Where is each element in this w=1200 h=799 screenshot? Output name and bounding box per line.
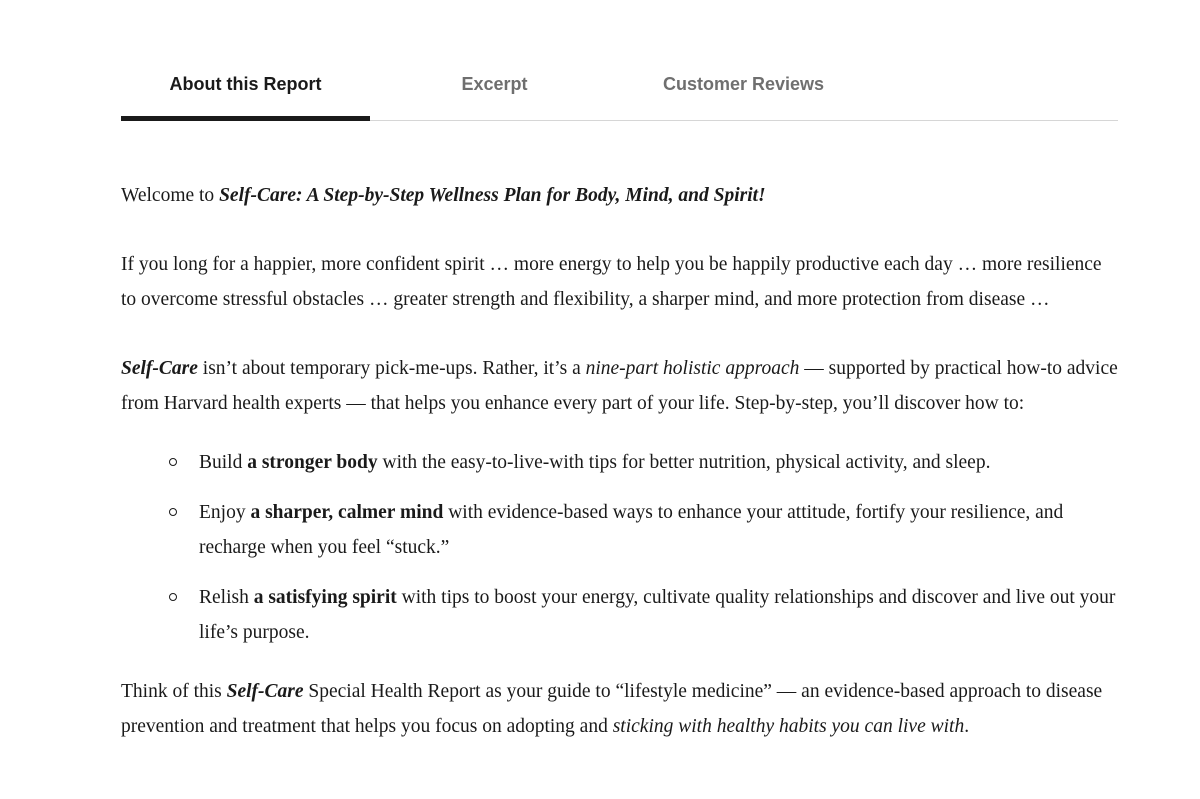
bullet-post: with the easy-to-live-with tips for better nutrition, physical activity, and sleep. <box>377 452 991 473</box>
intro-paragraph: If you long for a happier, more confident spirit … more energy to help you be happily productive each day … more resilience to overcome stressful obstacles … greater strength and flexibility, a sharper mind, and more protection from disease … <box>121 254 1102 310</box>
approach-paragraph <box>121 351 1121 421</box>
report-tabs <box>121 62 1118 121</box>
bullet-pre: Enjoy <box>199 502 251 523</box>
closing-post: . <box>964 716 970 737</box>
circle-bullet-icon <box>169 593 177 601</box>
tab-about-this-report[interactable]: About this Report <box>121 62 370 121</box>
bullet-bold: a sharper, calmer mind <box>250 502 444 523</box>
bullet-pre: Build <box>199 452 248 473</box>
bullet-pre: Relish <box>199 587 254 608</box>
bullet-bold: a satisfying spirit <box>253 587 397 608</box>
list-item <box>121 580 1121 650</box>
bullet-post: with evidence-based ways to enhance your attitude, fortify your resilience, and recharge when you feel “stuck.” <box>199 502 1064 558</box>
circle-bullet-icon <box>169 508 177 516</box>
closing-pre: Think of this <box>121 681 227 702</box>
closing-mid: Special Health Report as your guide to “lifestyle medicine” — an evidence-based approach to disease prevention and treatment that helps you focus on adopting and <box>121 681 1103 737</box>
list-item <box>121 445 1121 480</box>
about-report-content <box>121 178 1121 744</box>
list-item <box>121 495 1121 565</box>
bullet-bold: a stronger body <box>247 452 378 473</box>
approach-text-1: isn’t about temporary pick-me-ups. Rather, it’s a <box>197 358 586 379</box>
closing-title: Self-Care <box>226 681 304 702</box>
tab-customer-reviews[interactable]: Customer Reviews <box>662 74 825 94</box>
closing-italic: sticking with healthy habits you can live with <box>612 716 965 737</box>
tab-excerpt[interactable]: Excerpt <box>461 74 528 94</box>
approach-italic: nine-part holistic approach <box>585 358 800 379</box>
welcome-prefix: Welcome to <box>121 185 220 206</box>
circle-bullet-icon <box>169 458 177 466</box>
welcome-paragraph <box>121 178 1121 213</box>
approach-lead: Self-Care <box>121 358 198 379</box>
approach-text-2: — supported by practical how-to advice from Harvard health experts — that helps you enhance every part of your life. Step-by-step, you’ll discover how to: <box>121 358 1118 414</box>
benefits-list <box>121 445 1121 650</box>
bullet-post: with tips to boost your energy, cultivate quality relationships and discover and live out your life’s purpose. <box>199 587 1116 643</box>
report-title: Self-Care: A Step-by-Step Wellness Plan for Body, Mind, and Spirit! <box>219 185 766 206</box>
closing-paragraph <box>121 674 1121 744</box>
